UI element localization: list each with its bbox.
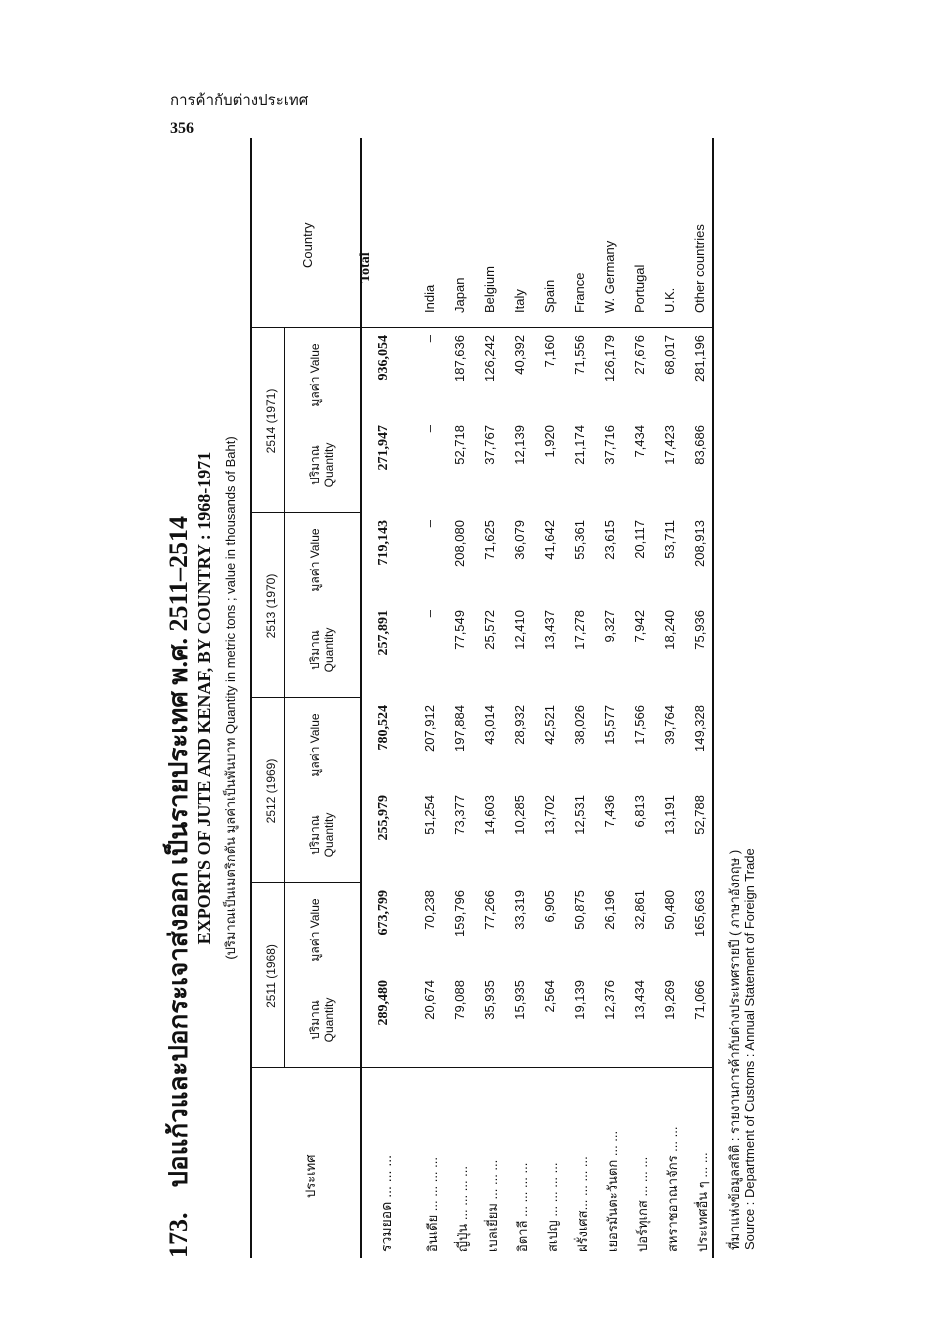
value-header: มูลค่า Value [308,898,322,962]
rotated-table-page [150,138,770,1258]
value-cell: 41,642 [542,520,557,560]
quantity-cell: 51,254 [422,795,437,835]
quantity-cell: 7,942 [632,610,647,643]
quantity-cell: 77,549 [452,610,467,650]
row-label-th: สเปญ ... ... ... ... [545,1162,560,1252]
value-cell: 28,932 [512,705,527,745]
page-number: 356 [170,120,194,137]
row-label-en: France [572,272,587,313]
value-cell: – [422,335,437,343]
quantity-cell: 17,278 [572,610,587,650]
value-header: มูลค่า Value [308,528,322,592]
table-title [158,138,199,1258]
row-label-th: ประเทศอื่น ๆ ... ... [695,1152,710,1252]
quantity-cell: – [422,425,437,433]
quantity-cell: 271,947 [376,425,391,471]
value-cell: 68,017 [662,335,677,375]
value-cell: 43,014 [482,705,497,745]
value-cell: 780,524 [376,705,391,751]
row-label-en: Portugal [632,264,647,313]
quantity-header: ปริมาณ Quantity [308,442,336,488]
quantity-cell: 14,603 [482,795,497,835]
quantity-cell: 35,935 [482,980,497,1020]
year-underline [284,328,285,1068]
quantity-cell: 2,564 [542,980,557,1013]
quantity-cell: 37,716 [602,425,617,465]
value-cell: 32,861 [632,890,647,930]
top-rule [250,138,252,1258]
quantity-cell: 9,327 [602,610,617,643]
row-label-en: Japan [452,277,467,313]
value-cell: 40,392 [512,335,527,375]
quantity-cell: 257,891 [376,610,391,656]
country-header-en: Country [300,222,315,268]
value-cell: 70,238 [422,890,437,930]
value-cell: 281,196 [692,335,707,382]
year-header: 2513 (1970) [264,573,278,639]
row-label-th: อินเดีย ... ... ... ... [425,1157,440,1252]
year-header: 2511 (1968) [264,944,278,1008]
row-label-en: India [422,284,437,313]
bottom-rule [712,138,714,1258]
quantity-cell: 7,436 [602,795,617,828]
value-cell: 26,196 [602,890,617,930]
value-cell: 719,143 [376,520,391,566]
row-label-en: Belgium [482,266,497,313]
value-cell: 77,266 [482,890,497,930]
value-cell: 187,636 [452,335,467,382]
quantity-cell: 7,434 [632,425,647,458]
year-header: 2514 (1971) [264,388,278,454]
value-cell: 159,796 [452,890,467,937]
page-section-header: การค้ากับต่างประเทศ [170,91,309,109]
row-label-en: Spain [542,279,557,313]
source-line-en: Source : Department of Customs : Annual Statement of Foreign Trade [742,848,757,1250]
value-cell: 71,625 [482,520,497,560]
row-label-th: รวมยอด ... ... ... [378,1155,394,1252]
col-divider-2 [250,697,360,698]
quantity-cell: 12,376 [602,980,617,1020]
table-number: 173. [164,1212,193,1258]
quantity-cell: 10,285 [512,795,527,835]
header-rule [360,138,362,1258]
quantity-cell: 73,377 [452,795,467,835]
value-cell: 27,676 [632,335,647,375]
value-cell: 55,361 [572,520,587,560]
value-cell: 38,026 [572,705,587,745]
value-cell: 149,328 [692,705,707,752]
value-cell: 208,913 [692,520,707,567]
year-header: 2512 (1969) [264,758,278,824]
table-title-th: ปอแก้วและปอกระเจาส่งออก เป็นรายประเทศ พ.ศ. 2511–2514 [164,515,193,1188]
value-header: มูลค่า Value [308,343,322,407]
quantity-cell: 12,531 [572,795,587,835]
col-divider-3 [250,512,360,513]
quantity-cell: 13,434 [632,980,647,1020]
value-cell: 50,480 [662,890,677,930]
row-label-en: Total [358,252,373,283]
value-cell: 42,521 [542,705,557,745]
quantity-cell: 83,686 [692,425,707,465]
value-cell: 17,566 [632,705,647,745]
value-cell: 20,117 [632,520,647,559]
row-label-en: W. Germany [602,240,617,313]
row-label-th: อิตาลี ... ... ... ... [515,1162,530,1252]
table-unit-note: (ปริมาณเป็นเมตริกตัน มูลค่าเป็นพันบาท Quantity in metric tons ; value in thousands of Baht) [223,436,238,960]
col-divider-1 [250,882,360,883]
quantity-cell: 13,191 [662,795,677,835]
quantity-header: ปริมาณ Quantity [308,997,336,1043]
quantity-cell: 289,480 [376,980,391,1026]
row-label-th: เบลเยี่ยม ... ... ... [485,1159,500,1252]
row-label-th: สหราชอาณาจักร ... ... [665,1126,680,1252]
value-cell: 165,663 [692,890,707,937]
quantity-cell: 71,066 [692,980,707,1020]
row-label-en: U.K. [662,287,677,313]
quantity-cell: 37,767 [482,425,497,465]
table-title-en: EXPORTS OF JUTE AND KENAF, BY COUNTRY : 1968-1971 [194,451,214,945]
quantity-cell: 12,139 [512,425,527,465]
value-cell: 15,577 [602,705,617,745]
value-cell: 50,875 [572,890,587,930]
quantity-cell: 25,572 [482,610,497,650]
quantity-cell: 255,979 [376,795,391,841]
value-cell: 39,764 [662,705,677,745]
quantity-cell: 79,088 [452,980,467,1020]
value-cell: 33,319 [512,890,527,930]
value-cell: – [422,520,437,528]
value-cell: 71,556 [572,335,587,375]
value-cell: 53,711 [662,520,677,559]
quantity-cell: 13,702 [542,795,557,835]
quantity-header: ปริมาณ Quantity [308,627,336,673]
row-label-en: Italy [512,289,527,313]
value-cell: 197,884 [452,705,467,752]
row-label-en: Other countries [692,224,707,313]
value-cell: 36,079 [512,520,527,560]
quantity-cell: – [422,610,437,618]
value-cell: 6,905 [542,890,557,923]
quantity-cell: 17,423 [662,425,677,465]
quantity-header: ปริมาณ Quantity [308,812,336,858]
row-label-th: ปอร์ทุเกส ... ... ... [635,1156,650,1252]
row-label-th: ญี่ปุ่น ... ... ... ... [455,1165,470,1252]
quantity-cell: 18,240 [662,610,677,650]
quantity-cell: 52,788 [692,795,707,835]
source-line-th: ที่มาแห่งข้อมูลสถิติ : รายงานการค้ากับต่างประเทศรายปี ( ภาษาอังกฤษ ) [727,849,742,1250]
quantity-cell: 15,935 [512,980,527,1020]
country-header-th: ประเทศ [303,1154,318,1198]
quantity-cell: 19,269 [662,980,677,1020]
quantity-cell: 75,936 [692,610,707,650]
quantity-cell: 12,410 [512,610,527,650]
quantity-cell: 21,174 [572,425,587,465]
value-cell: 936,054 [376,335,391,381]
quantity-cell: 13,437 [542,610,557,650]
value-cell: 207,912 [422,705,437,752]
quantity-cell: 52,718 [452,425,467,465]
col-divider-left [250,1067,712,1068]
value-cell: 673,799 [376,890,391,936]
value-cell: 126,242 [482,335,497,382]
value-cell: 126,179 [602,335,617,382]
col-divider-right [250,327,712,328]
value-cell: 23,615 [602,520,617,560]
row-label-th: เยอรมันตะวันตก ... ... [605,1130,620,1252]
quantity-cell: 6,813 [632,795,647,828]
row-label-th: ฝรั่งเศส... ... ... ... [575,1156,590,1252]
quantity-cell: 20,674 [422,980,437,1020]
quantity-cell: 19,139 [572,980,587,1020]
value-header: มูลค่า Value [308,713,322,777]
value-cell: 7,160 [542,335,557,368]
quantity-cell: 1,920 [542,425,557,458]
value-cell: 208,080 [452,520,467,567]
